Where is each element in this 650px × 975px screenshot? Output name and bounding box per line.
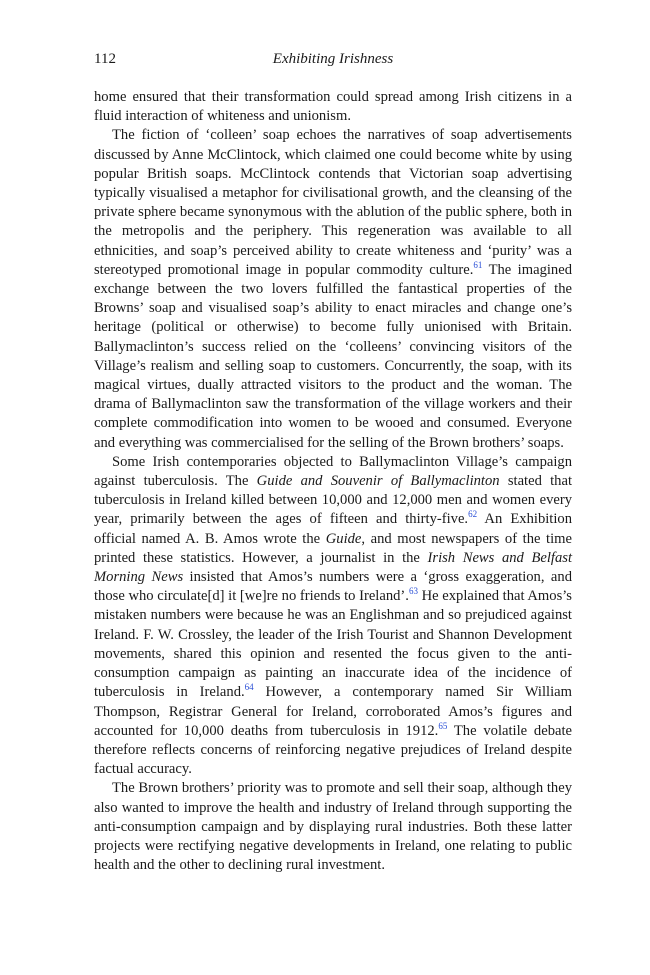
footnote-ref-61[interactable]: 61 (473, 259, 483, 270)
text-segment: The fiction of ‘colleen’ soap echoes the narratives of soap advertisements discussed by Anne McClintock, which claimed one could become white by using popular British soaps. McClintock contends that Victorian soap advertising typically visualised a metaphor for civilisational growth, and the cleansing of the private sphere became synonymous with the ablution of the public sphere, both in the metropolis and the periphery. This regeneration was available to all ethnicities, and soap’s perceived ability to create whiteness and ‘purity’ was a stereotyped promotional image in popular commodity culture. (94, 127, 572, 278)
footnote-ref-63[interactable]: 63 (408, 586, 418, 597)
page-number: 112 (94, 51, 116, 67)
text-segment: The imagined exchange between the two lovers fulfilled the fantastical properties of the Browns’ soap and visualised soap’s ability to enact miracles and change one’s heritage (political or otherwise) to become fully unionised with Britain. Ballymaclinton’s success relied on the ‘colleens’ convincing visitors of the Village’s realism and selling soap to customers. Concurrently, the soap, with its magical virtues, dually attracted visitors to the product and the woman. The drama of Ballymaclinton saw the transformation of the village workers and their complete commodification into women to be wooed and consumed. Everyone and everything was commercialised for the selling of the Brown brothers’ soaps. (94, 261, 572, 451)
italic-title: Irish News and Belfast Morning News (94, 549, 573, 586)
book-page (94, 48, 572, 875)
footnote-ref-65[interactable]: 65 (438, 720, 448, 731)
footnote-ref-64[interactable]: 64 (244, 682, 254, 693)
text-segment: Some Irish contemporaries objected to Ballymaclinton Village’s campaign against tuberculosis. The (94, 453, 572, 490)
text-segment: stated that tuberculosis in Ireland killed between 10,000 and 12,000 men and women every year, primarily between the ages of fifteen and thirty-five. (94, 473, 572, 528)
italic-title: Guide and Souvenir of Ballymaclinton (256, 473, 500, 490)
body-text (94, 88, 572, 875)
text-segment: , and most newspapers of the time printed these statistics. However, a journalist in the (94, 530, 572, 566)
text-segment: However, a contemporary named Sir William Thompson, Registrar General for Ireland, corroborated Amos’s figures and accounted for 10,000 deaths from tuberculosis in 1912. (94, 684, 572, 739)
paragraph (94, 126, 572, 452)
text-segment: The Brown brothers’ priority was to promote and sell their soap, although they also wanted to improve the health and industry of Ireland through supporting the anti-consumption campaign and by displaying rural industries. Both these latter projects were rectifying negative developments in Ireland, one relating to public health and the other to declining rural investment. (94, 780, 572, 874)
running-head (94, 48, 572, 70)
paragraph (94, 779, 572, 875)
italic-title: Guide (325, 530, 362, 547)
text-segment: insisted that Amos’s numbers were a ‘gross exaggeration, and those who circulate[d] it [we]re no friends to Ireland’. (94, 569, 572, 605)
paragraph (94, 88, 572, 126)
paragraph (94, 453, 572, 779)
footnote-ref-62[interactable]: 62 (468, 509, 478, 520)
text-segment: He explained that Amos’s mistaken numbers were because he was an Englishman and so prejudiced against Ireland. F. W. Crossley, the leader of the Irish Tourist and Shannon Development movements, shared this opinion and resented the focus given to the anti-consumption campaign as painting an inaccurate idea of the incidence of tuberculosis in Ireland. (94, 588, 572, 701)
text-segment: An Exhibition official named A. B. Amos wrote the (94, 511, 572, 547)
running-title: Exhibiting Irishness (272, 51, 394, 67)
text-segment: The volatile debate therefore reflects concerns of reinforcing negative prejudices of Ireland despite factual accuracy. (94, 722, 573, 778)
text-segment: home ensured that their transformation could spread among Irish citizens in a fluid interaction of whiteness and unionism. (94, 89, 572, 125)
